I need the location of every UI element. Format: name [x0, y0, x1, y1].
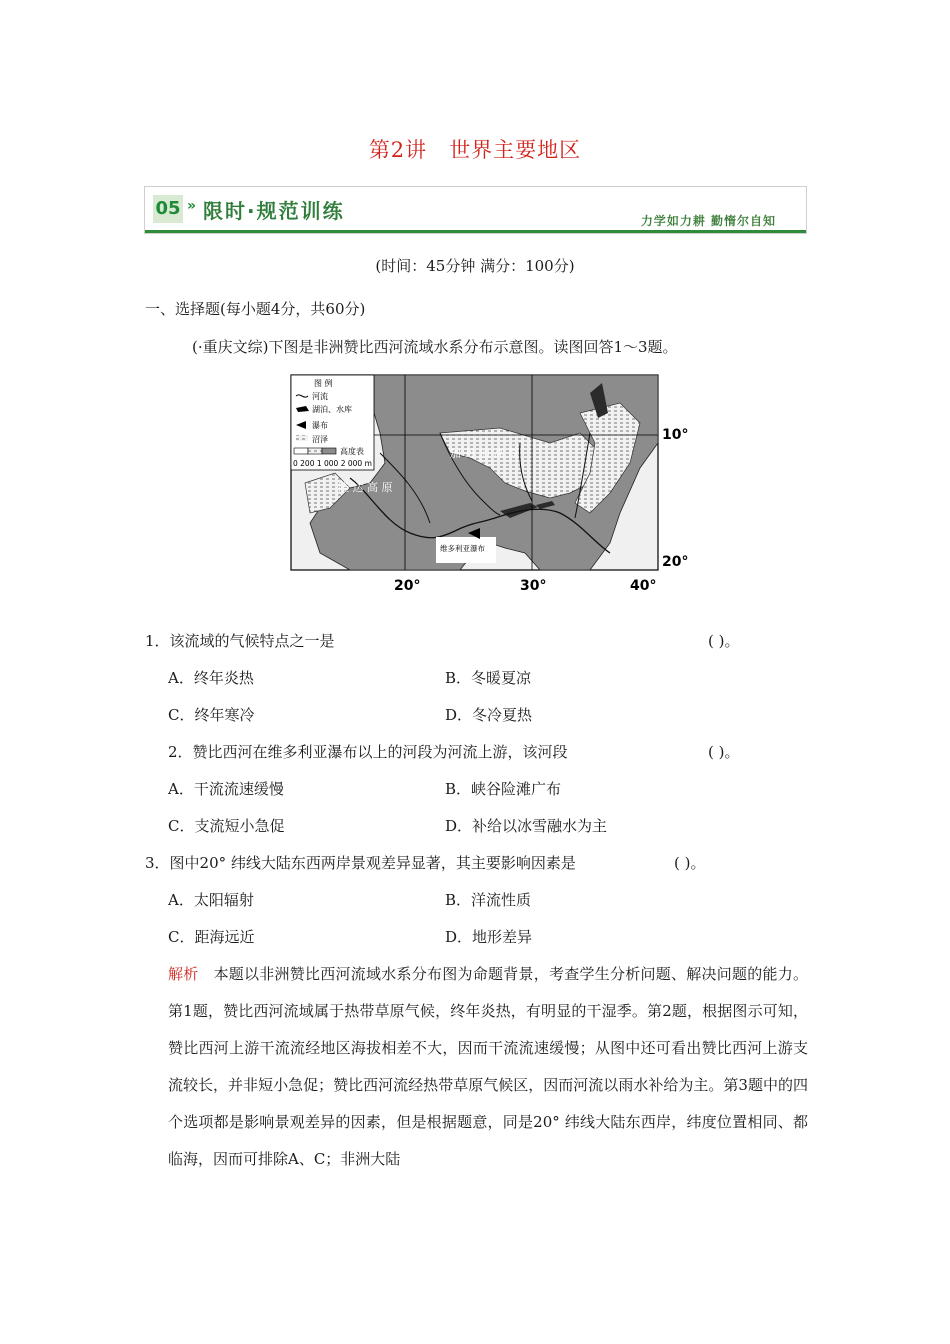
question-1-option-b: B．冬暖夏凉 [445, 669, 532, 687]
question-2-option-d: D．补给以冰雪融水为主 [445, 817, 608, 835]
legend-marsh: 沼泽 [312, 435, 328, 444]
section-heading: 一、选择题(每小题4分，共60分) [145, 300, 366, 318]
banner-name: 限时·规范训练 [203, 199, 345, 223]
question-1-paren: ( )。 [708, 632, 740, 650]
lon-label-40: 40° [630, 578, 657, 594]
question-1-option-c: C．终年寒冷 [168, 706, 255, 724]
waterfall-label: 维多利亚瀑布 [440, 544, 485, 553]
question-3-stem: 3．图中20° 纬线大陆东西两岸景观差异显著，其主要影响因素是 [145, 854, 576, 872]
legend-lake: 湖泊、水库 [312, 405, 352, 414]
region-label-katanga: 加 丹 加 高 原 [450, 447, 519, 460]
zambezi-map [290, 373, 690, 602]
page-title [0, 134, 950, 164]
question-3-paren: ( )。 [674, 854, 706, 872]
section-banner [144, 186, 807, 234]
lat-label-10: 10° [662, 427, 689, 443]
time-info: (时间：45分钟 满分：100分) [375, 257, 575, 275]
question-2-paren: ( )。 [708, 743, 740, 761]
question-intro: (·重庆文综)下图是非洲赞比西河流域水系分布示意图。读图回答1～3题。 [192, 338, 678, 356]
legend-river: 河流 [312, 392, 328, 401]
analysis-label: 解析 [168, 965, 199, 983]
height-scale-text: 0 200 1 000 2 000 m [293, 459, 372, 468]
analysis-block [168, 956, 808, 1178]
banner-motto: 力学如力耕 勤惰尔自知 [640, 214, 776, 228]
height-scale-white [294, 448, 308, 454]
question-1-option-a: A．终年炎热 [168, 669, 254, 687]
lecture-number: 第2讲 [368, 138, 428, 162]
question-3-option-d: D．地形差异 [445, 928, 533, 946]
question-3-option-b: B．洋流性质 [445, 891, 532, 909]
legend-height: 高度表 [340, 447, 364, 456]
banner-arrow-icon: » [187, 198, 197, 214]
question-1-stem: 1．该流域的气候特点之一是 [145, 632, 335, 650]
question-2-option-a: A．干流流速缓慢 [168, 780, 284, 798]
question-3-option-a: A．太阳辐射 [168, 891, 254, 909]
lat-label-20: 20° [662, 554, 689, 570]
analysis-text: 本题以非洲赞比西河流域水系分布图为命题背景，考查学生分析问题、解决问题的能力。第1题，赞比西河流域属于热带草原气候，终年炎热，有明显的干湿季。第2题，根据图示可知，赞比西河上游干流流经地区海拔相差不大，因而干流流速缓慢；从图中还可看出赞比西河上游支流较长，并非短小急促；赞比西河流经热带草原气候区，因而河流以雨水补给为主。第3题中的四个选项都是影响景观差异的因素，但是根据题意，同是20° 纬线大陆东西岸，纬度位置相同、都临海，因而可排除A、C；非洲大陆 [168, 965, 808, 1168]
question-2-option-c: C．支流短小急促 [168, 817, 285, 835]
region-label-lunda: 隆 达 高 原 [338, 481, 393, 494]
question-2-option-b: B．峡谷险滩广布 [445, 780, 562, 798]
question-3-option-c: C．距海远近 [168, 928, 255, 946]
question-2-stem: 2．赞比西河在维多利亚瀑布以上的河段为河流上游，该河段 [168, 743, 568, 761]
height-scale-hatch [308, 448, 322, 454]
lecture-title: 世界主要地区 [449, 138, 582, 162]
question-1-option-d: D．冬冷夏热 [445, 706, 533, 724]
legend-waterfall: 瀑布 [312, 421, 328, 430]
lon-label-30: 30° [520, 578, 547, 594]
banner-number: 05 [153, 195, 183, 223]
banner-rule [145, 230, 806, 233]
marsh-legend-icon [296, 435, 308, 441]
height-scale-gray [322, 448, 336, 454]
legend-title: 图 例 [314, 379, 333, 388]
lon-label-20: 20° [394, 578, 421, 594]
